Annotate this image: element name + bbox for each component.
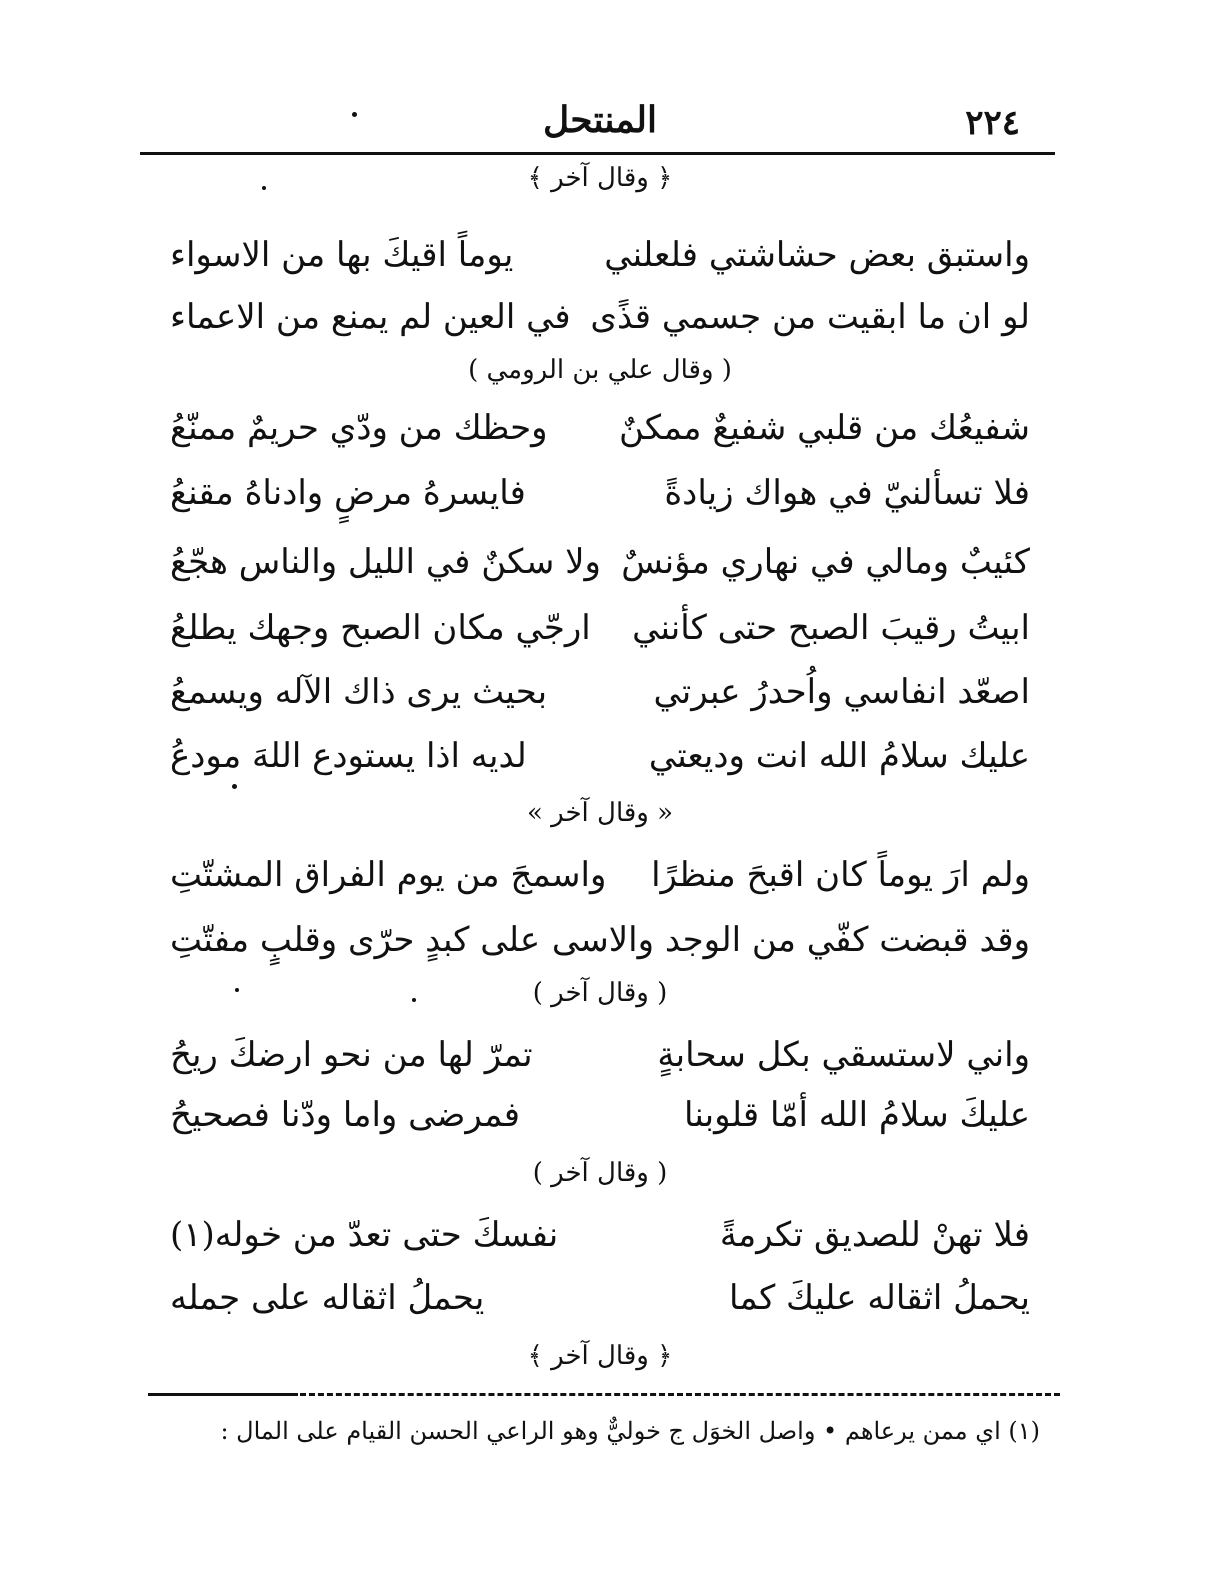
- verse-line: [170, 598, 1030, 658]
- verse-second-hemistich: لديه اذا يستودع اللهَ مودعُ: [170, 736, 527, 776]
- verse-line: [170, 845, 1030, 905]
- verse-first-hemistich: وقد قبضت كفّي من الوجد والاسى: [551, 920, 1030, 960]
- footnote-rule-dashed: [300, 1393, 1060, 1396]
- verse-first-hemistich: يحملُ اثقاله عليكَ كما: [729, 1278, 1030, 1318]
- verse-second-hemistich: يوماً اقيكَ بها من الاسواء: [170, 235, 514, 275]
- verse-line: [170, 910, 1030, 970]
- verse-first-hemistich: واستبق بعض حشاشتي فلعلني: [604, 235, 1030, 275]
- poem-heading: ( وقال علي بن الرومي ): [468, 355, 732, 385]
- verse-line: [170, 1025, 1030, 1085]
- poem-heading: ﴿ وقال آخر ﴾: [527, 163, 673, 193]
- verse-first-hemistich: ابيتُ رقيبَ الصبح حتى كأنني: [632, 608, 1030, 648]
- poem-heading: « وقال آخر »: [526, 798, 674, 828]
- page-number: ٢٢٤: [965, 103, 1020, 143]
- verse-first-hemistich: كئيبٌ ومالي في نهاري مؤنسٌ: [621, 542, 1030, 582]
- footnote: (١) اي ممن يرعاهم • واصل الخوَل ج خوليٌّ وهو الراعي الحسن القيام على المال :: [220, 1417, 1040, 1445]
- poem-heading: ( وقال آخر ): [532, 978, 668, 1008]
- verse-first-hemistich: شفيعُك من قلبي شفيعٌ ممكنٌ: [618, 408, 1030, 448]
- ink-speck: [262, 186, 266, 190]
- poem-heading: ( وقال آخر ): [532, 1158, 668, 1188]
- ink-speck: [352, 112, 357, 117]
- verse-first-hemistich: عليكَ سلامُ الله أمّا قلوبنا: [684, 1095, 1030, 1135]
- verse-first-hemistich: اصعّد انفاسي واُحدرُ عبرتي: [653, 672, 1030, 712]
- running-title: المنتحل: [542, 99, 657, 141]
- verse-second-hemistich: يحملُ اثقاله على جمله: [170, 1278, 485, 1318]
- verse-second-hemistich: فايسرهُ مرضٍ وادناهُ مقنعُ: [170, 473, 526, 513]
- verse-first-hemistich: ولم ارَ يوماً كان اقبحَ منظرًا: [651, 855, 1030, 895]
- verse-line: [170, 532, 1030, 592]
- verse-second-hemistich: فمرضى واما ودّنا فصحيحُ: [170, 1095, 521, 1135]
- verse-second-hemistich: واسمجَ من يوم الفراق المشتّتِ: [170, 855, 607, 895]
- verse-second-hemistich: ارجّي مكان الصبح وجهك يطلعُ: [170, 608, 591, 648]
- verse-second-hemistich: وحظك من ودّي حريمٌ ممنّعُ: [170, 408, 548, 448]
- verse-second-hemistich: بحيث يرى ذاك الآله ويسمعُ: [170, 672, 548, 712]
- verse-second-hemistich: ولا سكنٌ في الليل والناس هجّعُ: [170, 542, 601, 582]
- verse-first-hemistich: عليك سلامُ الله انت وديعتي: [648, 736, 1030, 776]
- page-header: [140, 95, 1060, 145]
- header-rule: [140, 152, 1055, 155]
- verse-line: [170, 1268, 1030, 1328]
- verse-line: [170, 225, 1030, 285]
- verse-line: [170, 1205, 1030, 1265]
- ink-speck: [235, 988, 239, 992]
- ink-speck: [412, 998, 416, 1002]
- verse-first-hemistich: فلا تسألنيّ في هواك زيادةً: [664, 473, 1030, 513]
- verse-line: [170, 662, 1030, 722]
- verse-first-hemistich: لو ان ما ابقيت من جسمي قذًى: [590, 297, 1030, 337]
- verse-second-hemistich: تمرّ لها من نحو ارضكَ ريحُ: [170, 1035, 533, 1075]
- verse-line: [170, 398, 1030, 458]
- verse-line: [170, 463, 1030, 523]
- footnote-rule: [148, 1393, 298, 1396]
- verse-line: [170, 287, 1030, 347]
- verse-second-hemistich: في العين لم يمنع من الاعماء: [170, 297, 571, 337]
- verse-second-hemistich: على كبدٍ حرّى وقلبٍ مفتّتِ: [170, 920, 541, 960]
- verse-first-hemistich: فلا تهنْ للصديق تكرمةً: [719, 1215, 1030, 1255]
- verse-line: [170, 726, 1030, 786]
- poem-heading: ﴿ وقال آخر ﴾: [527, 1341, 673, 1371]
- verse-second-hemistich: نفسكَ حتى تعدّ من خوله(١): [170, 1215, 559, 1255]
- verse-first-hemistich: واني لاستسقي بكل سحابةٍ: [657, 1035, 1030, 1075]
- verse-line: [170, 1085, 1030, 1145]
- ink-speck: [232, 784, 237, 789]
